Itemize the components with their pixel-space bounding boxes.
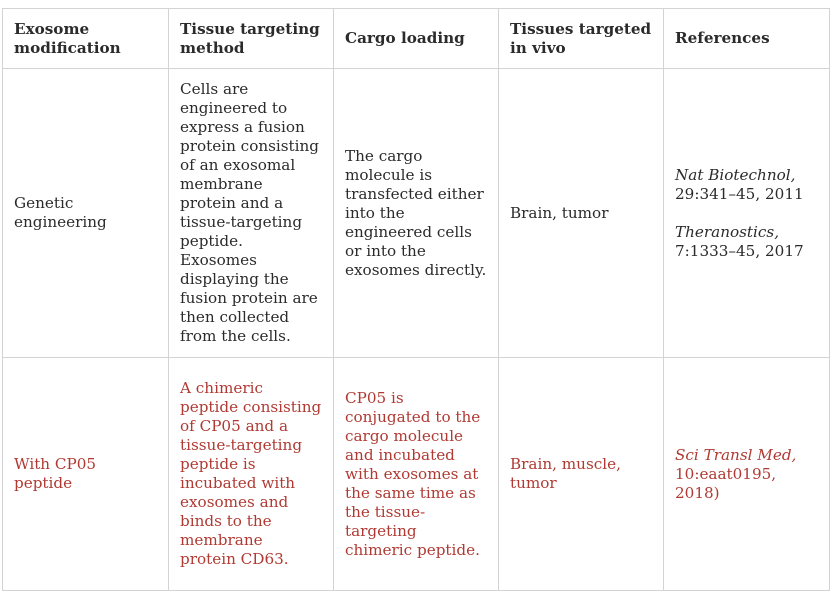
table-header-row: [3, 9, 830, 69]
cell-tissues: Brain, tumor: [499, 69, 664, 358]
cell-method: Cells are engineered to express a fusion protein consisting of an exosomal membrane protein and a tissue-targeting peptide. Exosomes displaying the fusion protein are then collected from the cells.: [169, 69, 334, 358]
reference-detail: 10:eaat0195, 2018): [675, 464, 777, 502]
reference-journal: Sci Transl Med,: [675, 445, 797, 464]
cell-references: [664, 69, 830, 358]
reference-entry: [675, 446, 819, 503]
cell-references: [664, 358, 830, 591]
table-row: [3, 69, 830, 358]
header-cargo-loading: Cargo loading: [334, 9, 499, 69]
cell-modification: With CP05 peptide: [3, 358, 169, 591]
header-tissues-targeted: Tissues targeted in vivo: [499, 9, 664, 69]
reference-entry: [675, 166, 819, 204]
reference-detail: 7:1333–45, 2017: [675, 241, 804, 260]
cell-cargo: CP05 is conjugated to the cargo molecule and incubated with exosomes at the same time as the tissue-targeting chimeric peptide.: [334, 358, 499, 591]
header-tissue-targeting-method: Tissue targeting method: [169, 9, 334, 69]
exosome-modification-table: [2, 8, 830, 591]
cell-modification: Genetic engineering: [3, 69, 169, 358]
cell-method: A chimeric peptide consisting of CP05 and a tissue-targeting peptide is incubated with exosomes and binds to the membrane protein CD63.: [169, 358, 334, 591]
reference-journal: Nat Biotechnol,: [675, 165, 796, 184]
reference-entry: [675, 223, 819, 261]
header-exosome-modification: Exosome modification: [3, 9, 169, 69]
reference-journal: Theranostics,: [675, 222, 780, 241]
cell-cargo: The cargo molecule is transfected either into the engineered cells or into the exosomes directly.: [334, 69, 499, 358]
table-row: [3, 358, 830, 591]
cell-tissues: Brain, muscle, tumor: [499, 358, 664, 591]
header-references: References: [664, 9, 830, 69]
reference-detail: 29:341–45, 2011: [675, 184, 804, 203]
